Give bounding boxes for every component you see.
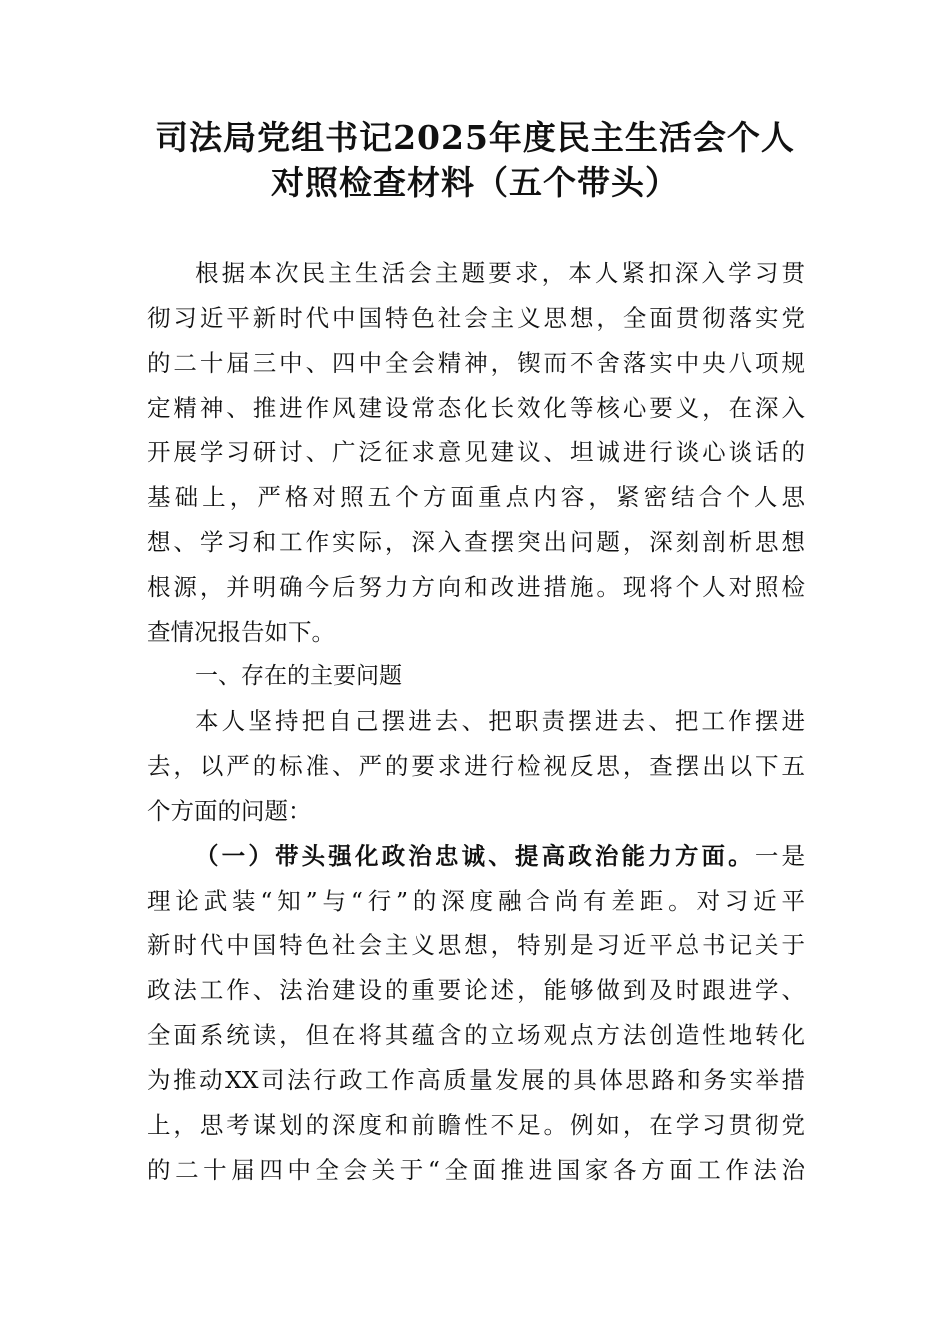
section1-line: 去，以严的标准、严的要求进行检视反思，查摆出以下五 [147,752,805,780]
subsection1-line: 上，思考谋划的深度和前瞻性不足。例如，在学习贯彻党 [147,1111,805,1139]
intro-line: 根据本次民主生活会主题要求，本人紧扣深入学习贯 [195,259,805,287]
document-title-line-1: 司法局党组书记2025年度民主生活会个人 [155,118,795,157]
section1-line: 本人坚持把自己摆进去、把职责摆进去、把工作摆进 [195,707,805,735]
subsection1-line: 全面系统读，但在将其蕴含的立场观点方法创造性地转化 [147,1021,805,1049]
section-heading: 一、存在的主要问题 [195,663,402,689]
subsection1-line: 新时代中国特色社会主义思想，特别是习近平总书记关于 [147,931,805,959]
intro-line: 根源，并明确今后努力方向和改进措施。现将个人对照检 [147,573,805,601]
subsection1-first-line [195,841,805,871]
document-title-line-2: 对照检查材料（五个带头） [271,163,679,202]
intro-line: 开展学习研讨、广泛征求意见建议、坦诚进行谈心谈话的 [147,438,805,466]
subsection1-first-rest: 一是 [754,842,805,870]
intro-line: 基础上，严格对照五个方面重点内容，紧密结合个人思 [147,483,805,511]
subsection1-line: 的二十届四中全会关于“全面推进国家各方面工作法治 [147,1156,805,1184]
subsection1-line: 政法工作、法治建设的重要论述，能够做到及时跟进学、 [147,976,805,1004]
intro-line: 想、学习和工作实际，深入查摆突出问题，深刻剖析思想 [147,528,805,556]
intro-line: 彻习近平新时代中国特色社会主义思想，全面贯彻落实党 [147,304,805,332]
intro-line: 查情况报告如下。 [147,618,335,646]
intro-line: 的二十届三中、四中全会精神，锲而不舍落实中央八项规 [147,349,805,377]
intro-line: 定精神、推进作风建设常态化长效化等核心要义，在深入 [147,394,805,422]
subsection1-line: 为推动XX司法行政工作高质量发展的具体思路和务实举措 [147,1066,805,1094]
subsection-heading: （一）带头强化政治忠诚、提高政治能力方面。 [195,842,755,870]
subsection1-line: 理论武装“知”与“行”的深度融合尚有差距。对习近平 [147,887,805,915]
section1-line: 个方面的问题： [147,797,312,825]
